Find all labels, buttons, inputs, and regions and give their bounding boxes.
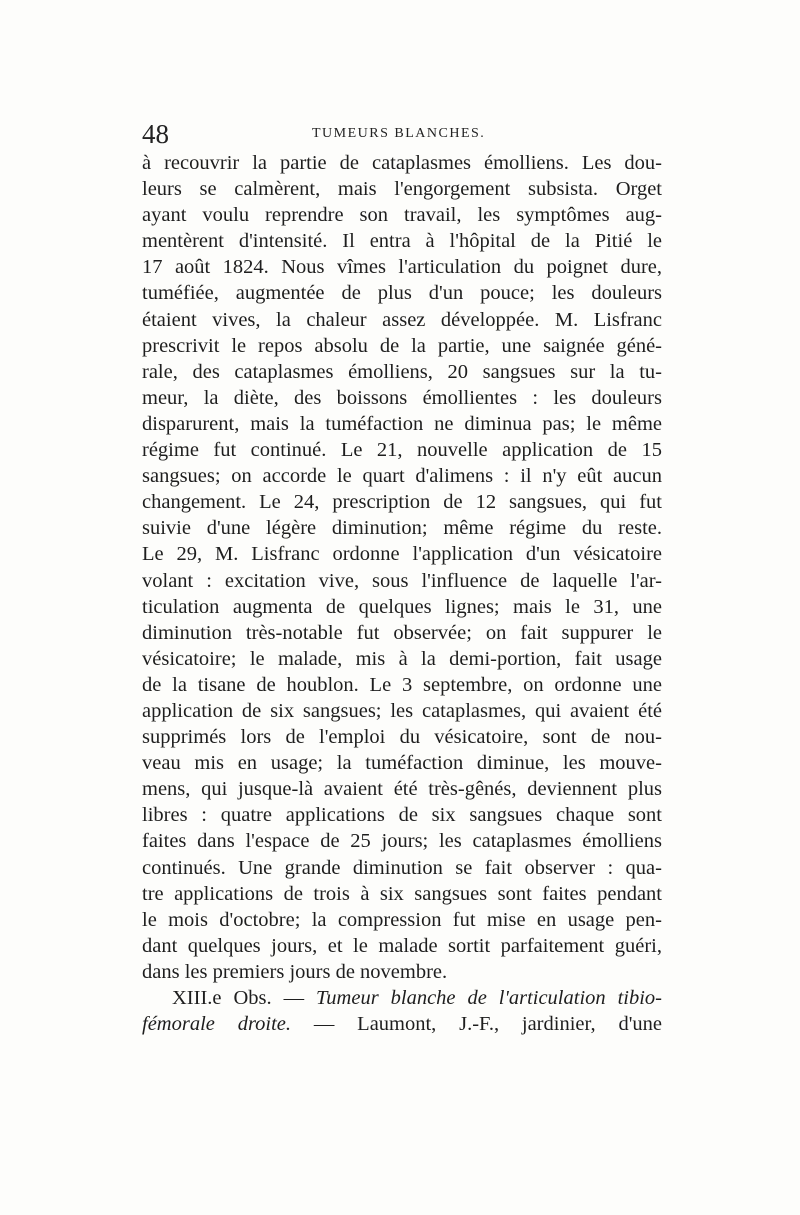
page-header [142, 117, 662, 151]
observation-title-end: fémorale droite. [142, 1013, 292, 1036]
observation-title: Tumeur blanche de l'articulation tibio- [316, 987, 663, 1009]
text-line: le mois d'octobre; la compression fut mise en usage pen- [142, 908, 662, 931]
text-line: mens, qui jusque-là avaient été très-gênés, deviennent plus [142, 778, 662, 801]
text-line: faites dans l'espace de 25 jours; les cataplasmes émolliens [142, 830, 662, 853]
text-line: Le 29, M. Lisfranc ordonne l'application d'un vésicatoire [142, 543, 662, 566]
text-line: sangsues; on accorde le quart d'alimens : il n'y eût aucun [142, 465, 662, 488]
observation-dash: — [271, 987, 317, 1009]
text-line: ayant voulu reprendre son travail, les symptômes aug- [142, 204, 662, 227]
running-head: TUMEURS BLANCHES. [312, 126, 486, 141]
text-line: rale, des cataplasmes émolliens, 20 sangsues sur la tu- [142, 360, 662, 383]
observation-heading [142, 985, 662, 1011]
text-line: régime fut continué. Le 21, nouvelle application de 15 [142, 439, 662, 462]
text-line: tuméfiée, augmentée de plus d'un pouce; les douleurs [142, 282, 662, 305]
text-line: supprimés lors de l'emploi du vésicatoire, sont de nou- [142, 726, 662, 749]
text-line: diminution très-notable fut observée; on fait suppurer le [142, 621, 662, 644]
text-line: continués. Une grande diminution se fait observer : qua- [142, 856, 662, 879]
text-line: ticulation augmenta de quelques lignes; mais le 31, une [142, 595, 662, 618]
text-line: de la tisane de houblon. Le 3 septembre, on ordonne une [142, 673, 662, 696]
observation-patient: — Laumont, J.-F., jardinier, d'une [291, 1013, 662, 1036]
text-line: disparurent, mais la tuméfaction ne diminua pas; le même [142, 412, 662, 435]
text-line: à recouvrir la partie de cataplasmes émolliens. Les dou- [142, 152, 662, 174]
text-line: tre applications de trois à six sangsues sont faites pendant [142, 882, 662, 905]
text-line: 17 août 1824. Nous vîmes l'articulation du poignet dure, [142, 256, 662, 279]
text-line: meur, la diète, des boissons émollientes : les douleurs [142, 386, 662, 409]
text-line: libres : quatre applications de six sangsues chaque sont [142, 804, 662, 827]
text-line: changement. Le 24, prescription de 12 sangsues, qui fut [142, 491, 662, 514]
text-line: volant : excitation vive, sous l'influence de laquelle l'ar- [142, 569, 662, 592]
text-line: application de six sangsues; les cataplasmes, qui avaient été [142, 699, 662, 722]
text-line: mentèrent d'intensité. Il entra à l'hôpital de la Pitié le [142, 230, 662, 253]
text-line-last: dans les premiers jours de novembre. [142, 960, 448, 983]
text-line: vésicatoire; le malade, mis à la demi-portion, fait usage [142, 647, 662, 670]
body-text [142, 150, 662, 1037]
text-line: suivie d'une légère diminution; même régime du reste. [142, 517, 662, 540]
text-line: veau mis en usage; la tuméfaction diminue, les mouve- [142, 752, 662, 775]
text-line: prescrivit le repos absolu de la partie, une saignée géné- [142, 334, 662, 357]
text-line: leurs se calmèrent, mais l'engorgement subsista. Orget [142, 178, 662, 201]
text-line: étaient vives, la chaleur assez développée. M. Lisfranc [142, 308, 662, 331]
text-line: dant quelques jours, et le malade sortit parfaitement guéri, [142, 934, 662, 957]
page-number: 48 [142, 119, 169, 149]
observation-continuation [142, 1011, 662, 1037]
observation-number: XIII.e Obs. [172, 987, 272, 1009]
